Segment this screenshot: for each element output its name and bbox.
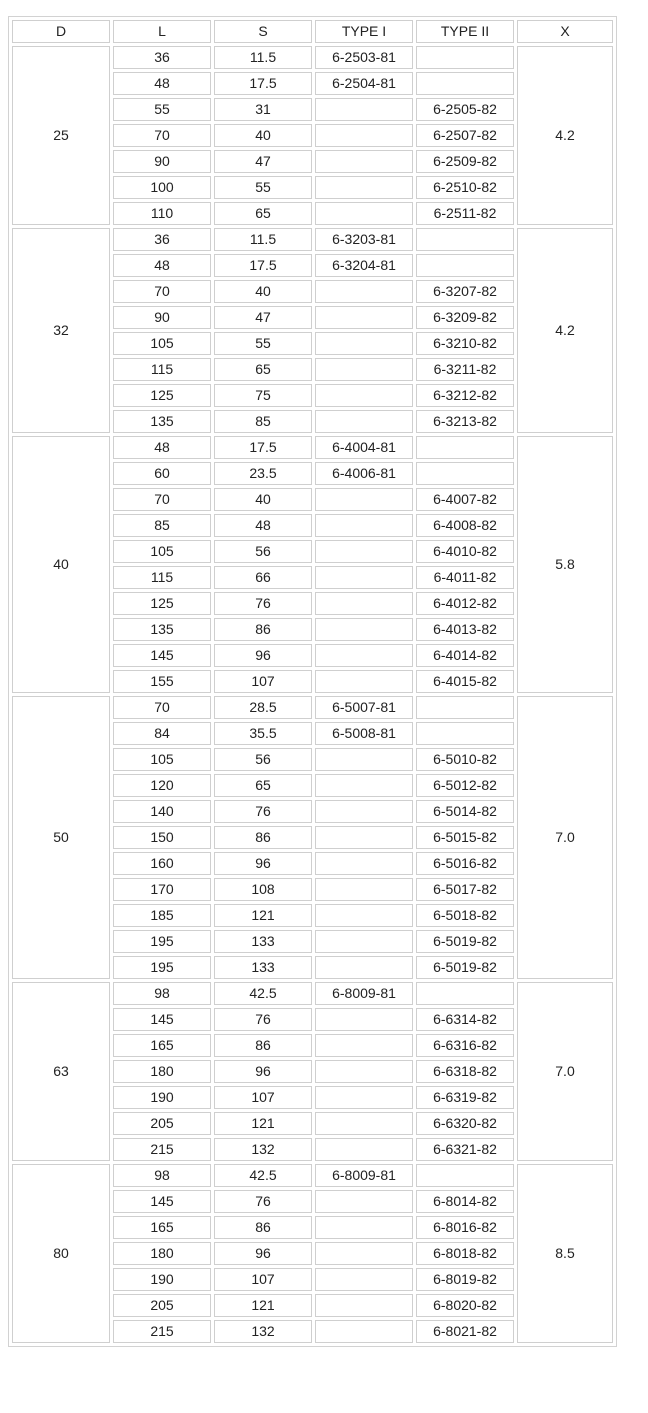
- cell-s: 133: [214, 930, 312, 953]
- cell-s: 66: [214, 566, 312, 589]
- cell-s: 96: [214, 1242, 312, 1265]
- cell-l: 55: [113, 98, 211, 121]
- cell-type-2: 6-5019-82: [416, 956, 514, 979]
- cell-type-2: 6-4007-82: [416, 488, 514, 511]
- cell-s: 86: [214, 1034, 312, 1057]
- cell-type-2: 6-2509-82: [416, 150, 514, 173]
- cell-l: 195: [113, 956, 211, 979]
- cell-s: 76: [214, 1190, 312, 1213]
- cell-s: 47: [214, 150, 312, 173]
- table-row: [12, 228, 613, 251]
- cell-type-1: [315, 1294, 413, 1317]
- cell-type-2: 6-3213-82: [416, 410, 514, 433]
- header-x: X: [517, 20, 613, 43]
- cell-s: 23.5: [214, 462, 312, 485]
- cell-type-2: [416, 436, 514, 459]
- table-body: [12, 46, 613, 1343]
- cell-l: 70: [113, 488, 211, 511]
- cell-l: 90: [113, 306, 211, 329]
- cell-s: 76: [214, 1008, 312, 1031]
- cell-l: 36: [113, 228, 211, 251]
- cell-s: 121: [214, 904, 312, 927]
- cell-s: 121: [214, 1294, 312, 1317]
- cell-type-2: [416, 722, 514, 745]
- cell-type-1: [315, 1216, 413, 1239]
- cell-type-2: 6-2511-82: [416, 202, 514, 225]
- cell-type-1: 6-2504-81: [315, 72, 413, 95]
- cell-type-2: 6-4011-82: [416, 566, 514, 589]
- cell-l: 85: [113, 514, 211, 537]
- cell-type-1: [315, 670, 413, 693]
- cell-type-2: 6-4015-82: [416, 670, 514, 693]
- cell-type-2: 6-8016-82: [416, 1216, 514, 1239]
- cell-s: 86: [214, 618, 312, 641]
- cell-l: 215: [113, 1320, 211, 1343]
- cell-s: 86: [214, 826, 312, 849]
- cell-type-1: [315, 98, 413, 121]
- cell-l: 155: [113, 670, 211, 693]
- cell-type-2: 6-4008-82: [416, 514, 514, 537]
- cell-s: 17.5: [214, 254, 312, 277]
- cell-type-1: [315, 1086, 413, 1109]
- cell-type-1: [315, 748, 413, 771]
- cell-s: 40: [214, 124, 312, 147]
- cell-l: 110: [113, 202, 211, 225]
- cell-d: 40: [12, 436, 110, 693]
- cell-x: 7.0: [517, 696, 613, 979]
- cell-l: 165: [113, 1034, 211, 1057]
- cell-type-1: [315, 800, 413, 823]
- header-type-1: TYPE I: [315, 20, 413, 43]
- cell-s: 42.5: [214, 982, 312, 1005]
- cell-type-2: 6-2507-82: [416, 124, 514, 147]
- cell-s: 48: [214, 514, 312, 537]
- cell-l: 170: [113, 878, 211, 901]
- cell-type-1: [315, 332, 413, 355]
- cell-type-2: 6-3209-82: [416, 306, 514, 329]
- cell-type-1: 6-2503-81: [315, 46, 413, 69]
- cell-s: 121: [214, 1112, 312, 1135]
- cell-s: 96: [214, 1060, 312, 1083]
- cell-type-1: [315, 306, 413, 329]
- cell-l: 180: [113, 1060, 211, 1083]
- cell-s: 40: [214, 488, 312, 511]
- cell-type-1: 6-5007-81: [315, 696, 413, 719]
- cell-type-2: 6-6321-82: [416, 1138, 514, 1161]
- cell-l: 98: [113, 1164, 211, 1187]
- cell-s: 55: [214, 176, 312, 199]
- cell-s: 11.5: [214, 46, 312, 69]
- cell-l: 165: [113, 1216, 211, 1239]
- cell-s: 96: [214, 644, 312, 667]
- cell-type-1: [315, 566, 413, 589]
- cell-l: 145: [113, 1008, 211, 1031]
- cell-s: 56: [214, 748, 312, 771]
- cell-l: 60: [113, 462, 211, 485]
- cell-type-2: 6-4013-82: [416, 618, 514, 641]
- cell-type-1: [315, 826, 413, 849]
- table-row: [12, 436, 613, 459]
- cell-l: 205: [113, 1112, 211, 1135]
- header-row: [12, 20, 613, 43]
- cell-type-1: [315, 878, 413, 901]
- cell-type-1: [315, 280, 413, 303]
- cell-l: 195: [113, 930, 211, 953]
- cell-type-2: 6-8020-82: [416, 1294, 514, 1317]
- cell-type-2: 6-5014-82: [416, 800, 514, 823]
- cell-type-1: [315, 358, 413, 381]
- cell-type-2: 6-3207-82: [416, 280, 514, 303]
- cell-type-2: [416, 1164, 514, 1187]
- cell-x: 4.2: [517, 228, 613, 433]
- cell-type-1: [315, 1008, 413, 1031]
- cell-type-2: 6-8014-82: [416, 1190, 514, 1213]
- cell-type-1: [315, 202, 413, 225]
- table-row: [12, 696, 613, 719]
- cell-type-1: 6-5008-81: [315, 722, 413, 745]
- header-l: L: [113, 20, 211, 43]
- cell-type-1: [315, 644, 413, 667]
- cell-s: 55: [214, 332, 312, 355]
- cell-type-2: 6-5019-82: [416, 930, 514, 953]
- cell-l: 84: [113, 722, 211, 745]
- cell-l: 190: [113, 1268, 211, 1291]
- table-row: [12, 46, 613, 69]
- cell-s: 108: [214, 878, 312, 901]
- cell-l: 145: [113, 1190, 211, 1213]
- cell-s: 76: [214, 800, 312, 823]
- cell-s: 85: [214, 410, 312, 433]
- cell-type-1: 6-3204-81: [315, 254, 413, 277]
- cell-type-2: 6-3210-82: [416, 332, 514, 355]
- cell-s: 42.5: [214, 1164, 312, 1187]
- cell-l: 100: [113, 176, 211, 199]
- cell-s: 28.5: [214, 696, 312, 719]
- cell-type-2: 6-3211-82: [416, 358, 514, 381]
- cell-l: 185: [113, 904, 211, 927]
- cell-s: 65: [214, 358, 312, 381]
- cell-type-2: 6-4010-82: [416, 540, 514, 563]
- cell-l: 160: [113, 852, 211, 875]
- cell-s: 17.5: [214, 436, 312, 459]
- header-d: D: [12, 20, 110, 43]
- spec-table: [8, 16, 617, 1347]
- cell-l: 70: [113, 124, 211, 147]
- cell-type-2: 6-5017-82: [416, 878, 514, 901]
- cell-type-2: 6-5010-82: [416, 748, 514, 771]
- cell-l: 115: [113, 566, 211, 589]
- cell-l: 105: [113, 540, 211, 563]
- cell-l: 115: [113, 358, 211, 381]
- cell-type-2: 6-5016-82: [416, 852, 514, 875]
- cell-type-1: [315, 410, 413, 433]
- cell-type-2: 6-6316-82: [416, 1034, 514, 1057]
- cell-l: 135: [113, 618, 211, 641]
- cell-type-2: [416, 254, 514, 277]
- cell-l: 48: [113, 72, 211, 95]
- cell-type-1: [315, 904, 413, 927]
- cell-x: 8.5: [517, 1164, 613, 1343]
- cell-type-1: 6-4006-81: [315, 462, 413, 485]
- cell-x: 4.2: [517, 46, 613, 225]
- cell-l: 90: [113, 150, 211, 173]
- cell-l: 205: [113, 1294, 211, 1317]
- cell-type-2: [416, 982, 514, 1005]
- cell-s: 76: [214, 592, 312, 615]
- cell-l: 98: [113, 982, 211, 1005]
- cell-type-2: 6-2510-82: [416, 176, 514, 199]
- cell-s: 35.5: [214, 722, 312, 745]
- cell-type-1: [315, 150, 413, 173]
- cell-type-2: 6-5018-82: [416, 904, 514, 927]
- cell-l: 125: [113, 384, 211, 407]
- cell-l: 36: [113, 46, 211, 69]
- cell-type-2: 6-5012-82: [416, 774, 514, 797]
- cell-l: 70: [113, 280, 211, 303]
- cell-type-1: [315, 852, 413, 875]
- cell-type-2: 6-6314-82: [416, 1008, 514, 1031]
- cell-type-1: 6-3203-81: [315, 228, 413, 251]
- cell-type-2: 6-6319-82: [416, 1086, 514, 1109]
- cell-type-1: [315, 176, 413, 199]
- cell-d: 80: [12, 1164, 110, 1343]
- cell-type-1: [315, 618, 413, 641]
- table-row: [12, 1164, 613, 1187]
- cell-type-1: 6-4004-81: [315, 436, 413, 459]
- cell-l: 105: [113, 748, 211, 771]
- cell-type-2: 6-4014-82: [416, 644, 514, 667]
- cell-type-1: [315, 488, 413, 511]
- cell-type-2: 6-8018-82: [416, 1242, 514, 1265]
- cell-type-2: [416, 696, 514, 719]
- cell-s: 65: [214, 774, 312, 797]
- cell-type-1: [315, 514, 413, 537]
- cell-s: 40: [214, 280, 312, 303]
- cell-s: 75: [214, 384, 312, 407]
- cell-s: 133: [214, 956, 312, 979]
- cell-s: 31: [214, 98, 312, 121]
- cell-d: 50: [12, 696, 110, 979]
- header-s: S: [214, 20, 312, 43]
- table-row: [12, 982, 613, 1005]
- cell-d: 63: [12, 982, 110, 1161]
- cell-type-2: [416, 72, 514, 95]
- cell-type-1: [315, 956, 413, 979]
- cell-type-1: 6-8009-81: [315, 982, 413, 1005]
- cell-type-1: [315, 1112, 413, 1135]
- cell-type-1: [315, 1034, 413, 1057]
- cell-l: 140: [113, 800, 211, 823]
- cell-s: 107: [214, 1268, 312, 1291]
- cell-d: 32: [12, 228, 110, 433]
- cell-s: 17.5: [214, 72, 312, 95]
- cell-type-2: 6-4012-82: [416, 592, 514, 615]
- cell-type-2: 6-3212-82: [416, 384, 514, 407]
- cell-l: 135: [113, 410, 211, 433]
- cell-type-2: 6-8021-82: [416, 1320, 514, 1343]
- cell-l: 145: [113, 644, 211, 667]
- cell-s: 86: [214, 1216, 312, 1239]
- cell-type-1: [315, 592, 413, 615]
- cell-type-1: 6-8009-81: [315, 1164, 413, 1187]
- cell-s: 96: [214, 852, 312, 875]
- cell-l: 70: [113, 696, 211, 719]
- cell-l: 125: [113, 592, 211, 615]
- cell-type-2: 6-6320-82: [416, 1112, 514, 1135]
- cell-type-1: [315, 1242, 413, 1265]
- cell-x: 5.8: [517, 436, 613, 693]
- cell-type-1: [315, 124, 413, 147]
- cell-d: 25: [12, 46, 110, 225]
- cell-s: 47: [214, 306, 312, 329]
- cell-type-2: [416, 228, 514, 251]
- cell-s: 132: [214, 1138, 312, 1161]
- cell-type-1: [315, 1268, 413, 1291]
- cell-type-1: [315, 1060, 413, 1083]
- cell-type-2: [416, 46, 514, 69]
- cell-l: 48: [113, 436, 211, 459]
- cell-type-2: 6-8019-82: [416, 1268, 514, 1291]
- cell-type-2: 6-6318-82: [416, 1060, 514, 1083]
- header-type-2: TYPE II: [416, 20, 514, 43]
- cell-l: 190: [113, 1086, 211, 1109]
- cell-type-1: [315, 774, 413, 797]
- cell-s: 132: [214, 1320, 312, 1343]
- cell-l: 48: [113, 254, 211, 277]
- cell-l: 215: [113, 1138, 211, 1161]
- cell-type-1: [315, 930, 413, 953]
- cell-type-2: [416, 462, 514, 485]
- cell-s: 65: [214, 202, 312, 225]
- cell-s: 107: [214, 1086, 312, 1109]
- cell-l: 105: [113, 332, 211, 355]
- cell-s: 11.5: [214, 228, 312, 251]
- cell-l: 150: [113, 826, 211, 849]
- cell-type-2: 6-2505-82: [416, 98, 514, 121]
- cell-type-1: [315, 1138, 413, 1161]
- cell-l: 180: [113, 1242, 211, 1265]
- cell-type-2: 6-5015-82: [416, 826, 514, 849]
- cell-type-1: [315, 1190, 413, 1213]
- cell-type-1: [315, 1320, 413, 1343]
- cell-s: 56: [214, 540, 312, 563]
- cell-type-1: [315, 540, 413, 563]
- cell-x: 7.0: [517, 982, 613, 1161]
- cell-l: 120: [113, 774, 211, 797]
- cell-type-1: [315, 384, 413, 407]
- cell-s: 107: [214, 670, 312, 693]
